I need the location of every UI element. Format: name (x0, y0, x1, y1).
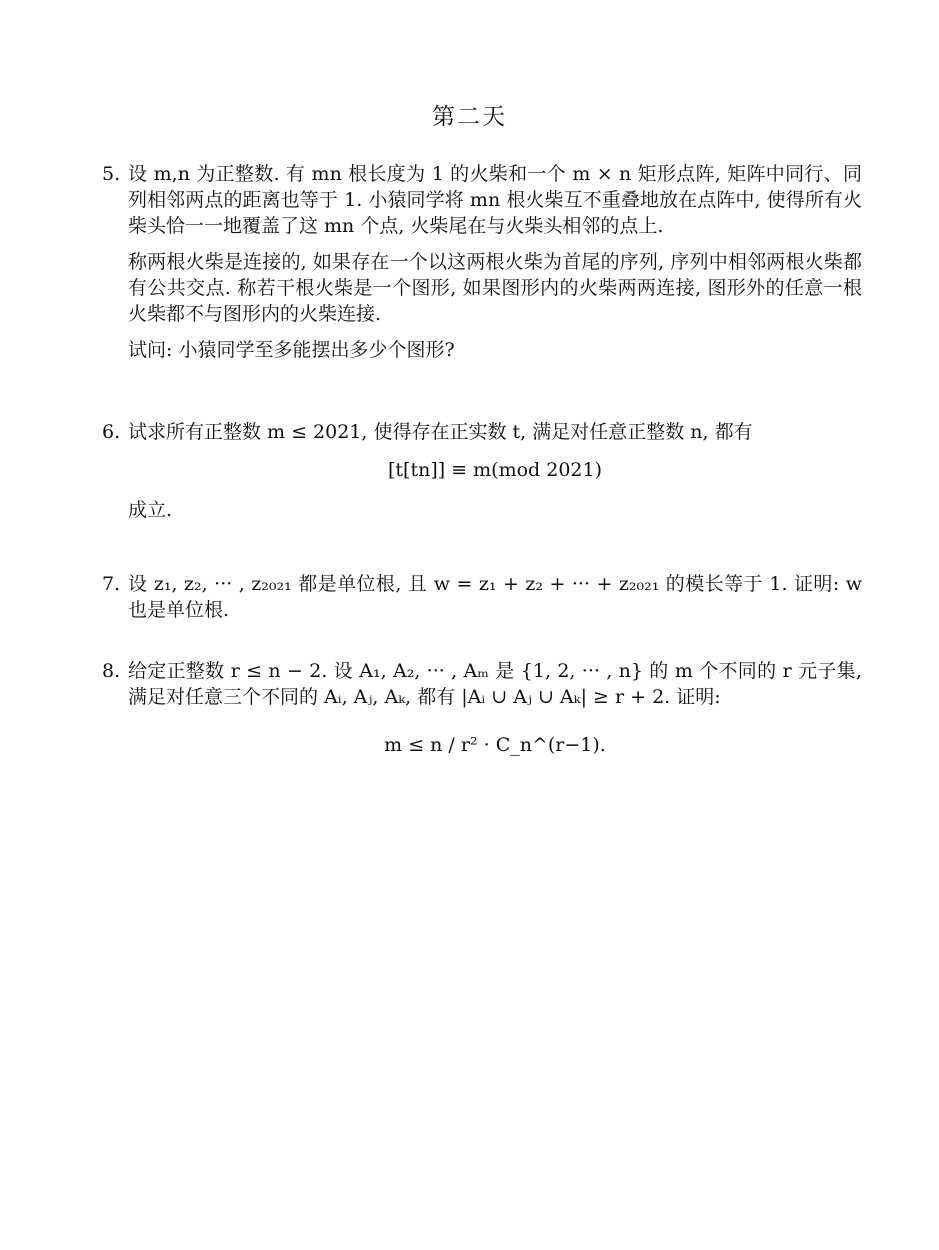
problem-6 (102, 419, 862, 533)
problem-5 (102, 161, 862, 373)
problem-8-inequality: m ≤ n / r² · C_n^(r−1). (384, 734, 606, 756)
problem-6-outro: 成立. (128, 499, 173, 521)
problem-5-statement: 设 m,n 为正整数. 有 mn 根长度为 1 的火柴和一个 m × n 矩形点阵, 矩阵中同行、同列相邻两点的距离也等于 1. 小猿同学将 mn 根火柴互不重叠地放在点阵中, 使得所有火柴头恰一一地覆盖了这 mn 个点, 火柴尾在与火柴头相邻的点上. (128, 163, 862, 237)
problem-8-statement: 给定正整数 r ≤ n − 2. 设 A₁, A₂, ··· , Aₘ 是 {1, 2, ··· , n} 的 m 个不同的 r 元子集, 满足对任意三个不同的 Aᵢ, Aⱼ, Aₖ, 都有 |Aᵢ ∪ Aⱼ ∪ Aₖ| ≥ r + 2. 证明: (128, 660, 862, 708)
problem-7-statement: 设 z₁, z₂, ··· , z₂₀₂₁ 都是单位根, 且 w = z₁ + z₂ + ··· + z₂₀₂₁ 的模长等于 1. 证明: w 也是单位根. (128, 573, 862, 621)
problem-number: 7. (102, 573, 121, 595)
problem-5-question: 试问: 小猿同学至多能摆出多少个图形? (128, 339, 455, 361)
problem-6-statement: 试求所有正整数 m ≤ 2021, 使得存在正实数 t, 满足对任意正整数 n, 都有 (128, 421, 753, 443)
page-title: 第二天 (432, 104, 507, 130)
problem-number: 5. (102, 163, 121, 185)
problem-6-equation: [t[tn]] ≡ m(mod 2021) (387, 459, 602, 481)
problem-5-definition: 称两根火柴是连接的, 如果存在一个以这两根火柴为首尾的序列, 序列中相邻两根火柴都有公共交点. 称若干根火柴是一个图形, 如果图形内的火柴两两连接, 图形外的任意一根火柴都不与图形内的火柴连接. (128, 251, 862, 325)
problem-8 (102, 658, 862, 772)
problem-number: 6. (102, 421, 121, 443)
problem-7 (102, 571, 862, 633)
problem-number: 8. (102, 660, 121, 682)
